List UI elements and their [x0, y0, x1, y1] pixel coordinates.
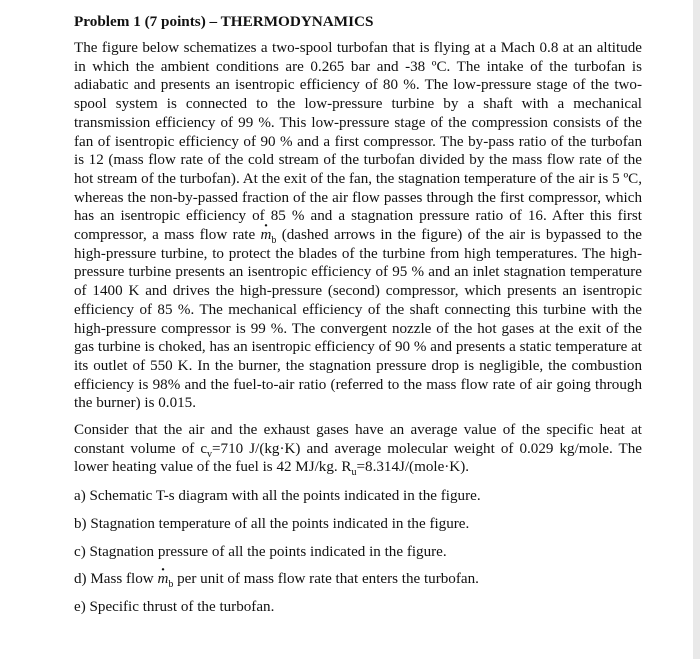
- question-d: [74, 570, 642, 589]
- question-d-prefix: d) Mass flow: [74, 571, 158, 588]
- mass-flow-subscript: b: [271, 235, 277, 247]
- question-c: c) Stagnation pressure of all the points indicated in the figure.: [74, 543, 447, 560]
- statement-text-part-1: The figure below schematizes a two-spool turbofan that is flying at a Mach 0.8 at an altitude in which the ambient conditions are 0.265 bar and -38 ºC. The intake of the turbofan is adiabatic and presents an isentropic efficiency of 80 %. The low-pressure stage of the two-spool system is connected to the low-pressure turbine by a shaft with a mechanical transmission efficiency of 99 %. This low-pressure stage of the compression consists of the fan of isentropic efficiency of 90 % and a first compressor. The by-pass ratio of the turbofan is 12 (mass flow rate of the cold stream of the turbofan divided by the mass flow rate of the hot stream of the turbofan). At the exit of the fan, the stagnation temperature of the air is 5 ºC, whereas the non-by-passed fraction of the air flow passes through the first compressor, which has an isentropic efficiency of 85 % and a stagnation pressure ratio of 16. After this first compressor, a mass flow rate: [74, 40, 642, 244]
- statement-text-part-2: (dashed arrows in the figure) of the air is bypassed to the high-pressure turbine, to protect the blades of the turbine from high temperatures. The high-pressure turbine presents an isentropic efficiency of 95 % and an inlet stagnation temperature of 1400 K and drives the high-pressure (second) compressor, which presents an isentropic efficiency of 85 %. The mechanical efficiency of the shaft connecting this turbine with the high-pressure compressor is 99 %. The convergent nozzle of the hot gases at the exit of the gas turbine is choked, has an isentropic efficiency of 90 % and presents a static temperature at its outlet of 550 K. In the burner, the stagnation pressure drop is negligible, the combustion efficiency is 98% and the fuel-to-air ratio (referred to the mass flow rate of air going through the burner) is 0.015.: [74, 227, 642, 412]
- question-a: a) Schematic T-s diagram with all the points indicated in the figure.: [74, 488, 481, 505]
- question-d-mass-flow-symbol: · m: [157, 570, 168, 589]
- assumptions-paragraph: [74, 421, 642, 477]
- problem-statement-paragraph: [74, 39, 642, 413]
- question-d-suffix: per unit of mass flow rate that enters the turbofan.: [173, 571, 479, 588]
- assumptions-text-part-1: Consider that the air and the exhaust gases have an average value of the specific heat at constant volume of c: [74, 422, 642, 457]
- problem-title: Problem 1 (7 points) – THERMODYNAMICS: [74, 13, 374, 30]
- document-page: [74, 12, 642, 626]
- mass-flow-symbol: · m: [261, 226, 272, 245]
- page-edge-shadow: [693, 0, 700, 659]
- question-list: [74, 487, 642, 617]
- assumptions-text-part-2: =710 J/(kg·K) and average molecular weight of 0.029 kg/mole. The lower heating value of the fuel is 42 MJ/kg. R: [74, 440, 643, 476]
- question-d-subscript: b: [168, 579, 174, 591]
- assumptions-text-part-3: =8.314J/(mole·K).: [356, 459, 469, 476]
- cv-subscript: v: [207, 448, 213, 460]
- ru-subscript: u: [351, 467, 357, 479]
- question-e: e) Specific thrust of the turbofan.: [74, 598, 275, 615]
- question-b: b) Stagnation temperature of all the points indicated in the figure.: [74, 515, 470, 532]
